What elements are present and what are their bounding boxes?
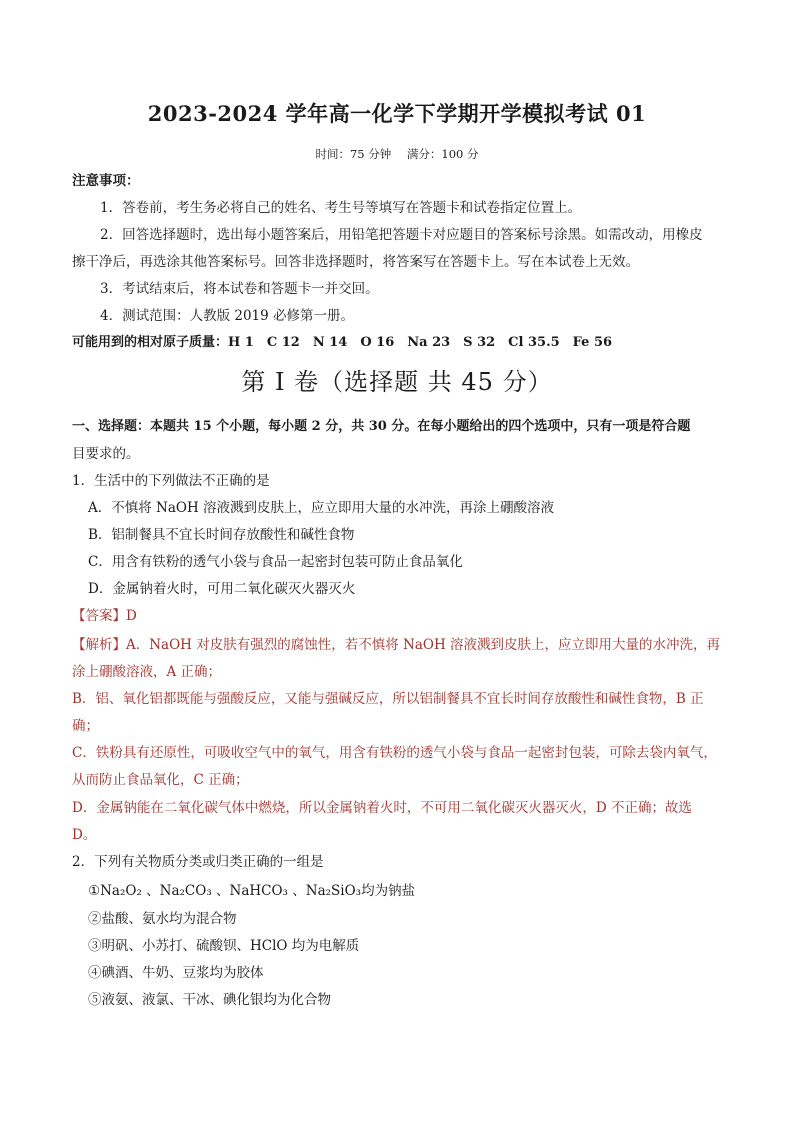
question-1-analysis-line: C．铁粉具有还原性，可吸收空气中的氧气，用含有铁粉的透气小袋与食品一起密封包装，可除去袋内氧气， (72, 745, 717, 761)
exam-time: 时间：75 分钟 (315, 147, 392, 161)
notice-item: 4．测试范围：人教版 2019 必修第一册。 (100, 308, 355, 324)
question-1-analysis-line (72, 636, 720, 654)
question-1-stem: 1．生活中的下列做法不正确的是 (72, 473, 270, 489)
analysis-text: A．NaOH 对皮肤有强烈的腐蚀性，若不慎将 NaOH 溶液溅到皮肤上，应立即用大量的水冲洗，再 (126, 637, 721, 653)
analysis-label: 【解析】 (72, 637, 126, 653)
question-2-item: ⑤液氨、液氯、干冰、碘化银均为化合物 (88, 992, 331, 1008)
question-2-item: ②盐酸、氨水均为混合物 (88, 911, 237, 927)
section-title: 第 I 卷（选择题 共 45 分） (241, 368, 553, 396)
answer-label: 【答案】 (72, 608, 126, 624)
question-1-answer (72, 607, 137, 625)
question-2-stem: 2．下列有关物质分类或归类正确的一组是 (72, 854, 324, 870)
atomic-masses: 可能用到的相对原子质量：H 1 C 12 N 14 O 16 Na 23 S 32 Cl 35.5 Fe 56 (72, 335, 613, 350)
question-2-item: ④碘酒、牛奶、豆浆均为胶体 (88, 965, 264, 981)
notice-item-continued: 擦干净后，再选涂其他答案标号。回答非选择题时，将答案写在答题卡上。写在本试卷上无效。 (72, 254, 639, 270)
question-1-option-c: C．用含有铁粉的透气小袋与食品一起密封包装可防止食品氧化 (88, 554, 463, 570)
answer-value: D (126, 608, 137, 624)
notice-item: 1．答卷前，考生务必将自己的姓名、考生号等填写在答题卡和试卷指定位置上。 (100, 200, 582, 216)
question-1-analysis-line: B．铝、氧化铝都既能与强酸反应，又能与强碱反应，所以铝制餐具不宜长时间存放酸性和碱性食物，B 正 (72, 691, 704, 707)
question-1-analysis-line: D。 (72, 827, 97, 843)
question-1-analysis-line: 从而防止食品氧化，C 正确； (72, 772, 249, 788)
notice-item: 3．考试结束后，将本试卷和答题卡一并交回。 (100, 281, 379, 297)
question-1-analysis-line: 涂上硼酸溶液，A 正确； (72, 664, 222, 680)
question-2-item: ①Na₂O₂ 、Na₂CO₃ 、NaHCO₃ 、Na₂SiO₃均为钠盐 (88, 883, 416, 899)
question-1-option-b: B．铝制餐具不宜长时间存放酸性和碱性食物 (88, 527, 355, 543)
exam-score: 满分：100 分 (406, 147, 479, 161)
question-1-option-a: A．不慎将 NaOH 溶液溅到皮肤上，应立即用大量的水冲洗，再涂上硼酸溶液 (88, 500, 555, 516)
question-1-option-d: D．金属钠着火时，可用二氧化碳灭火器灭火 (88, 581, 356, 597)
notice-item: 2．回答选择题时，选出每小题答案后，用铅笔把答题卡对应题目的答案标号涂黑。如需改动，用橡皮 (100, 227, 703, 243)
exam-info (0, 146, 794, 162)
part-intro: 一、选择题：本题共 15 个小题，每小题 2 分，共 30 分。在每小题给出的四个选项中，只有一项是符合题 (72, 419, 691, 434)
question-1-analysis-line: 确； (72, 718, 99, 734)
page-title: 2023-2024 学年高一化学下学期开学模拟考试 01 (147, 101, 647, 126)
part-intro-continued: 目要求的。 (72, 446, 140, 462)
question-2-item: ③明矾、小苏打、硫酸钡、HClO 均为电解质 (88, 938, 360, 954)
notice-heading: 注意事项： (72, 173, 140, 189)
question-1-analysis-line: D．金属钠能在二氧化碳气体中燃烧，所以金属钠着火时，不可用二氧化碳灭火器灭火，D 不正确；故选 (72, 800, 692, 816)
